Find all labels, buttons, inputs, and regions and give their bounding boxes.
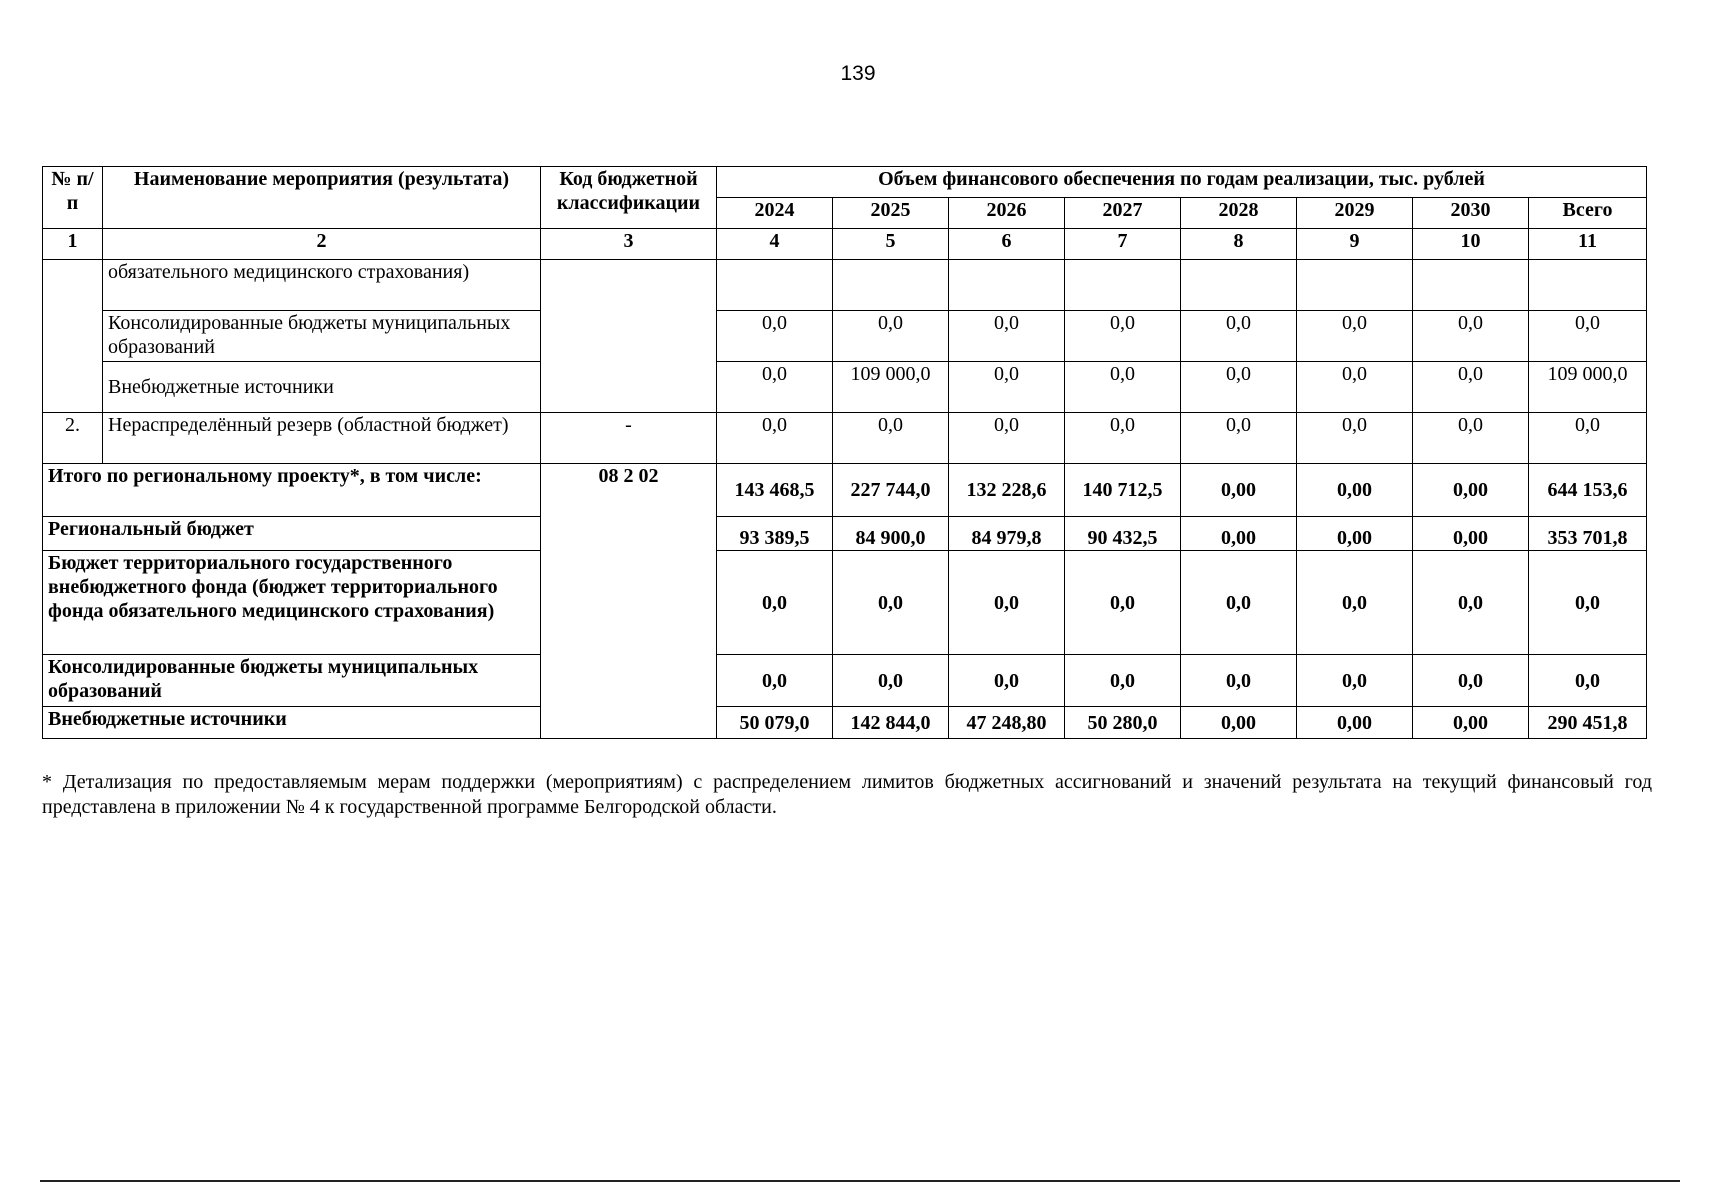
row-value — [1413, 260, 1529, 311]
total-value: 290 451,8 — [1529, 707, 1647, 739]
row-value: 0,0 — [1297, 311, 1413, 362]
row-value — [833, 260, 949, 311]
row-value: 0,0 — [949, 413, 1065, 464]
total-value: 0,00 — [1181, 707, 1297, 739]
header-year: 2027 — [1065, 198, 1181, 229]
header-name: Наименование мероприятия (результата) — [103, 167, 541, 229]
row-value: 0,0 — [949, 362, 1065, 413]
row-value — [1065, 260, 1181, 311]
row-value — [949, 260, 1065, 311]
total-value: 0,0 — [1065, 655, 1181, 707]
total-value: 353 701,8 — [1529, 517, 1647, 551]
col-number: 4 — [717, 229, 833, 260]
col-number: 7 — [1065, 229, 1181, 260]
total-value: 142 844,0 — [833, 707, 949, 739]
total-value: 50 280,0 — [1065, 707, 1181, 739]
total-value: 50 079,0 — [717, 707, 833, 739]
total-row — [43, 517, 1647, 551]
total-value: 644 153,6 — [1529, 464, 1647, 517]
total-value: 0,0 — [1413, 655, 1529, 707]
header-row-col-numbers — [43, 229, 1647, 260]
header-year: 2029 — [1297, 198, 1413, 229]
footnote: * Детализация по предоставляемым мерам поддержки (мероприятиям) с распределением лимитов бюджетных ассигнований и значений результата на текущий финансовый год представлена в приложении № 4 к государственной программе Белгородской области. — [42, 771, 1652, 818]
total-name: Внебюджетные источники — [43, 707, 541, 739]
row-name: Нераспределённый резерв (областной бюджет) — [103, 413, 541, 464]
header-num: № п/п — [43, 167, 103, 229]
table-row — [43, 260, 1647, 311]
total-value: 0,0 — [717, 655, 833, 707]
total-value: 0,00 — [1297, 464, 1413, 517]
header-row-1 — [43, 167, 1647, 198]
total-row — [43, 551, 1647, 655]
row-value: 0,0 — [1181, 311, 1297, 362]
total-name: Итого по региональному проекту*, в том числе: — [43, 464, 541, 517]
row-num — [43, 260, 103, 413]
col-number: 2 — [103, 229, 541, 260]
header-year: 2024 — [717, 198, 833, 229]
col-number: 10 — [1413, 229, 1529, 260]
row-value: 0,0 — [1065, 413, 1181, 464]
row-name: Внебюджетные источники — [103, 362, 541, 413]
total-value: 0,0 — [1065, 551, 1181, 655]
total-value: 140 712,5 — [1065, 464, 1181, 517]
table-row — [43, 362, 1647, 413]
total-name: Региональный бюджет — [43, 517, 541, 551]
row-value — [1297, 260, 1413, 311]
row-code: - — [541, 413, 717, 464]
total-value: 0,0 — [717, 551, 833, 655]
row-value — [1529, 260, 1647, 311]
header-total: Всего — [1529, 198, 1647, 229]
row-value: 109 000,0 — [833, 362, 949, 413]
col-number: 8 — [1181, 229, 1297, 260]
row-name: обязательного медицинского страхования) — [103, 260, 541, 311]
total-value: 0,0 — [833, 551, 949, 655]
row-value: 0,0 — [717, 413, 833, 464]
header-year: 2030 — [1413, 198, 1529, 229]
header-code: Код бюджетной классификации — [541, 167, 717, 229]
row-value: 0,0 — [1065, 362, 1181, 413]
row-value: 109 000,0 — [1529, 362, 1647, 413]
row-value — [717, 260, 833, 311]
total-value: 84 979,8 — [949, 517, 1065, 551]
total-value: 84 900,0 — [833, 517, 949, 551]
row-value: 0,0 — [1413, 362, 1529, 413]
page-number: 139 — [840, 62, 876, 85]
bottom-rule — [40, 1180, 1680, 1182]
total-value: 0,0 — [1529, 551, 1647, 655]
header-year: 2026 — [949, 198, 1065, 229]
row-value: 0,0 — [1413, 311, 1529, 362]
total-value: 0,00 — [1413, 707, 1529, 739]
total-name: Консолидированные бюджеты муниципальных образований — [43, 655, 541, 707]
total-value: 227 744,0 — [833, 464, 949, 517]
total-value: 0,0 — [833, 655, 949, 707]
row-value: 0,0 — [1181, 362, 1297, 413]
total-value: 143 468,5 — [717, 464, 833, 517]
total-value: 0,0 — [1413, 551, 1529, 655]
total-value: 0,0 — [1529, 655, 1647, 707]
row-value: 0,0 — [1529, 311, 1647, 362]
total-value: 0,00 — [1413, 517, 1529, 551]
col-number: 3 — [541, 229, 717, 260]
table-row — [43, 413, 1647, 464]
total-value: 90 432,5 — [1065, 517, 1181, 551]
financing-table — [42, 166, 1647, 739]
total-value: 132 228,6 — [949, 464, 1065, 517]
total-value: 0,00 — [1181, 464, 1297, 517]
row-value: 0,0 — [1297, 362, 1413, 413]
total-value: 0,0 — [949, 655, 1065, 707]
col-number: 11 — [1529, 229, 1647, 260]
row-name: Консолидированные бюджеты муниципальных образований — [103, 311, 541, 362]
row-value: 0,0 — [949, 311, 1065, 362]
header-year: 2028 — [1181, 198, 1297, 229]
total-row — [43, 707, 1647, 739]
total-value: 93 389,5 — [717, 517, 833, 551]
row-value: 0,0 — [717, 311, 833, 362]
col-number: 6 — [949, 229, 1065, 260]
total-row — [43, 464, 1647, 517]
col-number: 9 — [1297, 229, 1413, 260]
total-value: 0,00 — [1413, 464, 1529, 517]
total-value: 0,0 — [949, 551, 1065, 655]
row-code — [541, 260, 717, 413]
total-value: 0,0 — [1181, 551, 1297, 655]
row-value: 0,0 — [1413, 413, 1529, 464]
total-name: Бюджет территориального государственного внебюджетного фонда (бюджет территориального фонда обязательного медицинского страхования) — [43, 551, 541, 655]
table-row — [43, 311, 1647, 362]
total-value: 0,0 — [1297, 551, 1413, 655]
row-value: 0,0 — [1529, 413, 1647, 464]
header-volume: Объем финансового обеспечения по годам реализации, тыс. рублей — [717, 167, 1647, 198]
row-value: 0,0 — [1181, 413, 1297, 464]
total-code: 08 2 02 — [541, 464, 717, 739]
total-value: 47 248,80 — [949, 707, 1065, 739]
row-value: 0,0 — [717, 362, 833, 413]
row-num: 2. — [43, 413, 103, 464]
total-value: 0,00 — [1181, 517, 1297, 551]
row-value — [1181, 260, 1297, 311]
col-number: 5 — [833, 229, 949, 260]
row-value: 0,0 — [1065, 311, 1181, 362]
total-value: 0,0 — [1297, 655, 1413, 707]
total-value: 0,00 — [1297, 517, 1413, 551]
col-number: 1 — [43, 229, 103, 260]
total-value: 0,0 — [1181, 655, 1297, 707]
row-value: 0,0 — [833, 413, 949, 464]
header-year: 2025 — [833, 198, 949, 229]
total-value: 0,00 — [1297, 707, 1413, 739]
row-value: 0,0 — [1297, 413, 1413, 464]
total-row — [43, 655, 1647, 707]
row-value: 0,0 — [833, 311, 949, 362]
